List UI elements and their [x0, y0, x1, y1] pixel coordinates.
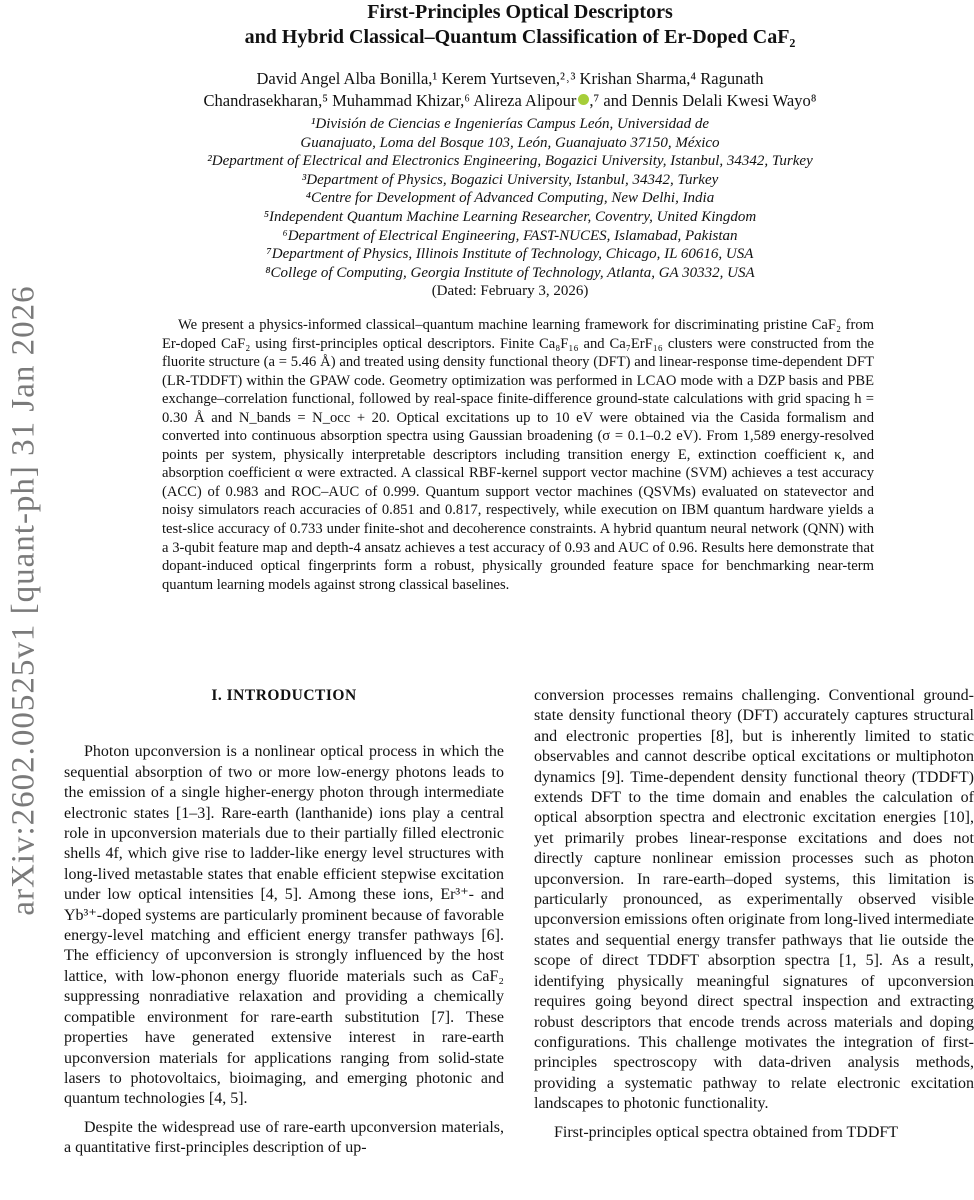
affiliations	[120, 115, 900, 301]
body-paragraph: First-principles optical spectra obtained from TDDFT	[554, 1123, 899, 1141]
abstract: We present a physics-informed classical–quantum machine learning framework for discriminating pristine CaF₂ from Er-doped CaF₂ using first-principles optical descriptors. Finite Ca₈F₁₆ and Ca₇ErF₁₆ clusters were constructed from the fluorite structure (a = 5.46 Å) and treated using density functional theory (DFT) and linear-response time-dependent DFT (LR-TDDFT) within the GPAW code. Geometry optimization was performed in LCAO mode with a DZP basis and PBE exchange–correlation functional, followed by real-space finite-difference ground-state calculations with grid spacing h = 0.30 Å and N_bands = N_occ + 20. Optical excitations up to 10 eV were obtained via the Casida formalism and converted into continuous absorption spectra using Gaussian broadening (σ = 0.1–0.2 eV). From 1,589 energy-resolved points per system, physically interpretable descriptors including transition energy E, extinction coefficient κ, and absorption coefficient α were extracted. A classical RBF-kernel support vector machine (SVM) achieves a test accuracy (ACC) of 0.983 and ROC–AUC of 0.999. Quantum support vector machines (QSVMs) evaluated on statevector and noisy simulators reach accuracies of 0.851 and 0.817, respectively, while execution on IBM quantum hardware yields a test-slice accuracy of 0.733 under finite-shot and decoherence constraints. A hybrid quantum neural network (QNN) with a 3-qubit feature map and depth-4 ansatz achieves a test accuracy of 0.93 and AUC of 0.96. Results here demonstrate that dopant-induced optical fingerprints form a robust, physically grounded feature space for benchmarking near-term quantum learning models against strong classical baselines.	[162, 317, 874, 593]
body-paragraph: Photon upconversion is a nonlinear optical process in which the sequential absorption of two or more low-energy photons leads to the emission of a single higher-energy photon through intermediate electronic states [1–3]. Rare-earth (lanthanide) ions play a central role in upconversion materials due to their partially filled electronic shells 4f, which give rise to ladder-like energy level structures with long-lived metastable states that enable efficient stepwise excitation under low optical intensities [4, 5]. Among these ions, Er³⁺- and Yb³⁺-doped systems are particularly prominent because of favorable energy-level matching and efficient energy transfer pathways [6]. The efficiency of upconversion is strongly influenced by the host lattice, with low-phonon energy fluoride materials such as CaF₂ suppressing nonradiative relaxation and providing a chemically compatible environment for rare-earth substitution [7]. These properties have generated extensive interest in rare-earth upconversion materials for applications ranging from solid-state lasers to photovoltaics, bioimaging, and emerging photonic and quantum technologies [4, 5].	[64, 743, 504, 1108]
affiliation-line: ⁵Independent Quantum Machine Learning Researcher, Coventry, United Kingdom	[263, 208, 757, 225]
affiliation-line: ¹División de Ciencias e Ingenierías Campus León, Universidad de	[310, 116, 710, 132]
section-heading-introduction: I. INTRODUCTION	[211, 687, 357, 704]
affiliation-line: ²Department of Electrical and Electronics Engineering, Bogazici University, Istanbul, 34342, Turkey	[207, 153, 813, 170]
arxiv-identifier	[5, 0, 42, 1200]
paper-title	[80, 0, 960, 50]
right-column	[534, 686, 974, 1143]
title-line-2: and Hybrid Classical–Quantum Classification of Er-Doped CaF₂	[244, 26, 796, 48]
affiliation-line: ⁸College of Computing, Georgia Institute of Technology, Atlanta, GA 30332, USA	[265, 264, 755, 281]
affiliation-line: ⁴Centre for Development of Advanced Computing, New Delhi, India	[305, 190, 715, 207]
author-list	[120, 68, 900, 112]
author-line-1: David Angel Alba Bonilla,¹ Kerem Yurtseven,²˒³ Krishan Sharma,⁴ Ragunath	[256, 69, 764, 88]
affiliation-line: Guanajuato, Loma del Bosque 103, León, Guanajuato 37150, México	[300, 134, 720, 151]
affiliation-line: ⁶Department of Electrical Engineering, FAST-NUCES, Islamabad, Pakistan	[282, 227, 738, 244]
date-line: (Dated: February 3, 2026)	[431, 283, 589, 300]
title-line-1: First-Principles Optical Descriptors	[367, 1, 673, 23]
author-line-2a: Chandrasekharan,⁵ Muhammad Khizar,⁶ Alireza Alipour	[203, 91, 577, 110]
author-line-2b: ,⁷ and Dennis Delali Kwesi Wayo⁸	[589, 91, 817, 110]
arxiv-identifier-text: arXiv:2602.00525v1 [quant-ph] 31 Jan 2026	[5, 284, 42, 916]
body-paragraph: Despite the widespread use of rare-earth upconversion materials, a quantitative first-principles description of up-	[64, 1118, 504, 1157]
left-column	[64, 686, 504, 1159]
affiliation-line: ⁷Department of Physics, Illinois Institute of Technology, Chicago, IL 60616, USA	[266, 246, 754, 263]
author-line-2	[120, 90, 900, 112]
orcid-icon[interactable]	[578, 94, 589, 105]
affiliation-line: ³Department of Physics, Bogazici University, Istanbul, 34342, Turkey	[301, 171, 719, 188]
body-paragraph: conversion processes remains challenging. Conventional ground-state density functional theory (DFT) accurately captures structural and electronic properties [8], but is inherently limited to static observables and cannot describe optical excitations or multiphoton dynamics [9]. Time-dependent density functional theory (TDDFT) extends DFT to the time domain and enables the calculation of optical absorption spectra and electronic excitation energies [10], yet primarily probes linear-response excitations and does not directly capture nonlinear emission processes such as photon upconversion. In rare-earth–doped systems, this limitation is particularly pronounced, as experimentally observed visible upconversion emissions often originate from long-lived intermediate states and sequential energy transfer pathways that lie outside the scope of direct TDDFT absorption spectra [1, 5]. As a result, identifying physically meaningful signatures of upconversion requires going beyond direct spectral inspection and extracting robust descriptors that encode trends across materials and doping configurations. This challenge motivates the integration of first-principles spectroscopy with data-driven analysis methods, providing a systematic pathway to relate electronic excitation landscapes to photonic functionality.	[534, 687, 974, 1113]
